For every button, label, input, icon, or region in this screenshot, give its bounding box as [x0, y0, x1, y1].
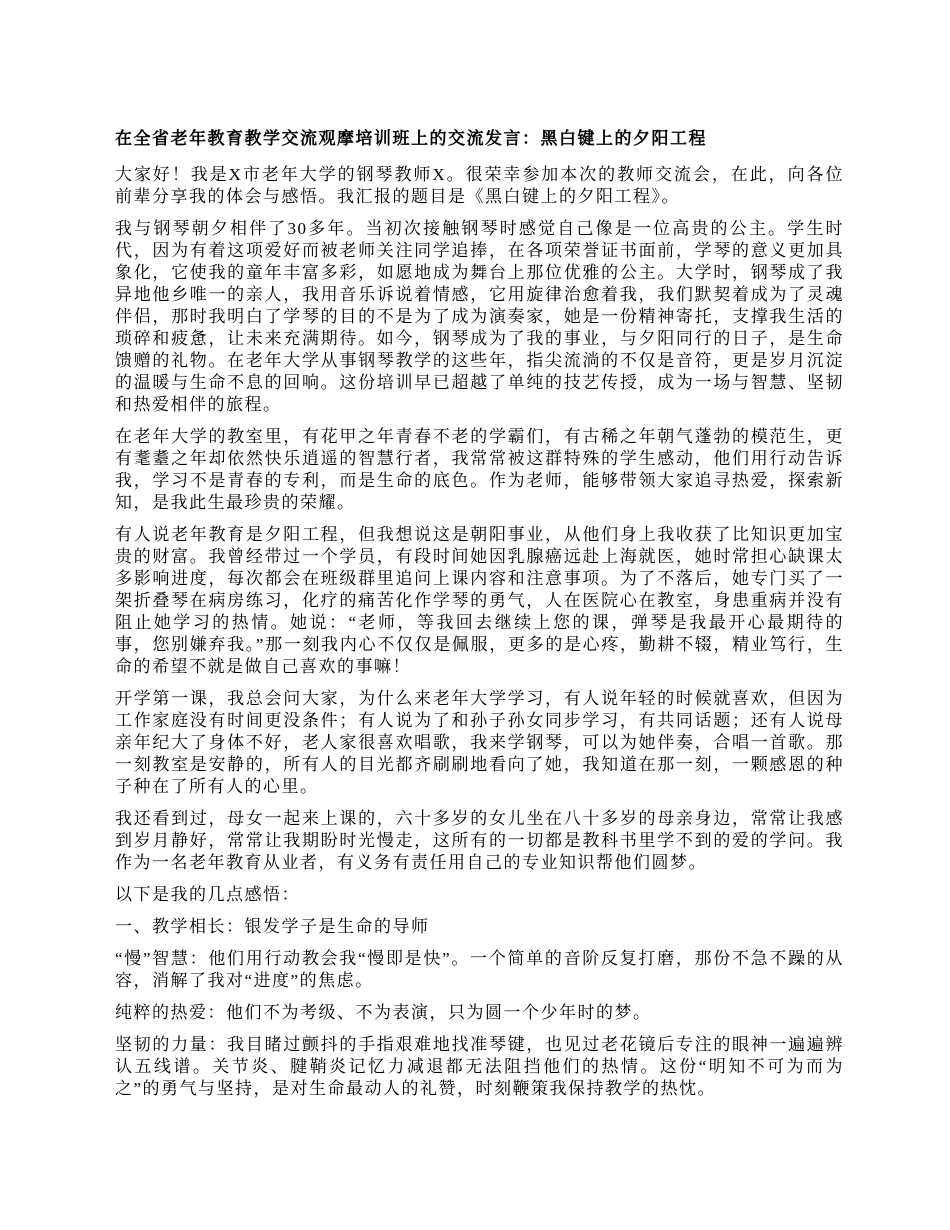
paragraph-mother-daughter: 我还看到过，母女一起来上课的，六十多岁的女儿坐在八十多岁的母亲身边，常常让我感到岁月静好，常常让我期盼时光慢走，这所有的一切都是教科书里学不到的爱的学问。我作为一名老年教育从业者，有义务有责任用自己的专业知识帮他们圆梦。 [115, 809, 844, 872]
paragraph-classroom: 在老年大学的教室里，有花甲之年青春不老的学霸们，有古稀之年朝气蓬勃的模范生，更有耄耋之年却依然快乐逍遥的智慧行者，我常常被这群特殊的学生感动，他们用行动告诉我，学习不是青春的专利，而是生命的底色。作为老师，能够带领大家追寻热爱，探索新知，是我此生最珍贵的荣耀。 [115, 427, 844, 512]
paragraph-slow-wisdom: “慢”智慧：他们用行动教会我“慢即是快”。一个简单的音阶反复打磨，那份不急不躁的从容，消解了我对“进度”的焦虑。 [115, 949, 844, 990]
paragraph-piano-story: 我与钢琴朝夕相伴了30多年。当初次接触钢琴时感觉自己像是一位高贵的公主。学生时代，因为有着这项爱好而被老师关注同学追捧，在各项荣誉证书面前，学琴的意义更加具象化，它使我的童年丰富多彩，如愿地成为舞台上那位优雅的公主。大学时，钢琴成了我异地他乡唯一的亲人，我用音乐诉说着情感，它用旋律治愈着我，我们默契着成为了灵魂伴侣，那时我明白了学琴的目的不是为了成为演奏家，她是一份精神寄托，支撑我生活的琐碎和疲惫，让未来充满期待。如今，钢琴成为了我的事业，与夕阳同行的日子，是生命馈赠的礼物。在老年大学从事钢琴教学的这些年，指尖流淌的不仅是音符，更是岁月沉淀的温暖与生命不息的回响。这份培训早已超越了单纯的技艺传授，成为一场与智慧、坚韧和热爱相伴的旅程。 [115, 219, 844, 414]
document-title: 在全省老年教育教学交流观摩培训班上的交流发言：黑白键上的夕阳工程 [115, 129, 707, 148]
paragraph-greeting: 大家好！我是X市老年大学的钢琴教师X。很荣幸参加本次的教师交流会，在此，向各位前辈分享我的体会与感悟。我汇报的题目是《黑白键上的夕阳工程》。 [115, 165, 844, 206]
paragraph-pure-love: 纯粹的热爱：他们不为考级、不为表演，只为圆一个少年时的梦。 [115, 1003, 652, 1022]
paragraph-insights-intro: 以下是我的几点感悟： [115, 885, 300, 904]
paragraph-perseverance: 坚韧的力量：我目睹过颤抖的手指艰难地找准琴键，也见过老花镜后专注的眼神一遍遍辨认五线谱。关节炎、腱鞘炎记忆力减退都无法阻挡他们的热情。这份“明知不可为而为之”的勇气与坚持，是对生命最动人的礼赞，时刻鞭策我保持教学的热忱。 [115, 1035, 844, 1098]
paragraph-student-story: 有人说老年教育是夕阳工程，但我想说这是朝阳事业，从他们身上我收获了比知识更加宝贵的财富。我曾经带过一个学员，有段时间她因乳腺癌远赴上海就医，她时常担心缺课太多影响进度，每次都会在班级群里追问上课内容和注意事项。为了不落后，她专门买了一架折叠琴在病房练习，化疗的痛苦化作学琴的勇气，人在医院心在教室，身患重病并没有阻止她学习的热情。她说：“老师，等我回去继续上您的课，弹琴是我最开心最期待的事，您别嫌弃我。”那一刻我内心不仅仅是佩服，更多的是心疼，勤耕不辍，精业笃行，生命的希望不就是做自己喜欢的事嘛！ [115, 525, 844, 676]
paragraph-insight-heading: 一、教学相长：银发学子是生命的导师 [115, 917, 430, 936]
paragraph-first-class: 开学第一课，我总会问大家，为什么来老年大学学习，有人说年轻的时候就喜欢，但因为工作家庭没有时间更没条件；有人说为了和孙子孙女同步学习，有共同话题；还有人说母亲年纪大了身体不好，老人家很喜欢唱歌，我来学钢琴，可以为她伴奏，合唱一首歌。那一刻教室是安静的，所有人的目光都齐刷刷地看向了她，我知道在那一刻，一颗感恩的种子种在了所有人的心里。 [115, 689, 844, 796]
